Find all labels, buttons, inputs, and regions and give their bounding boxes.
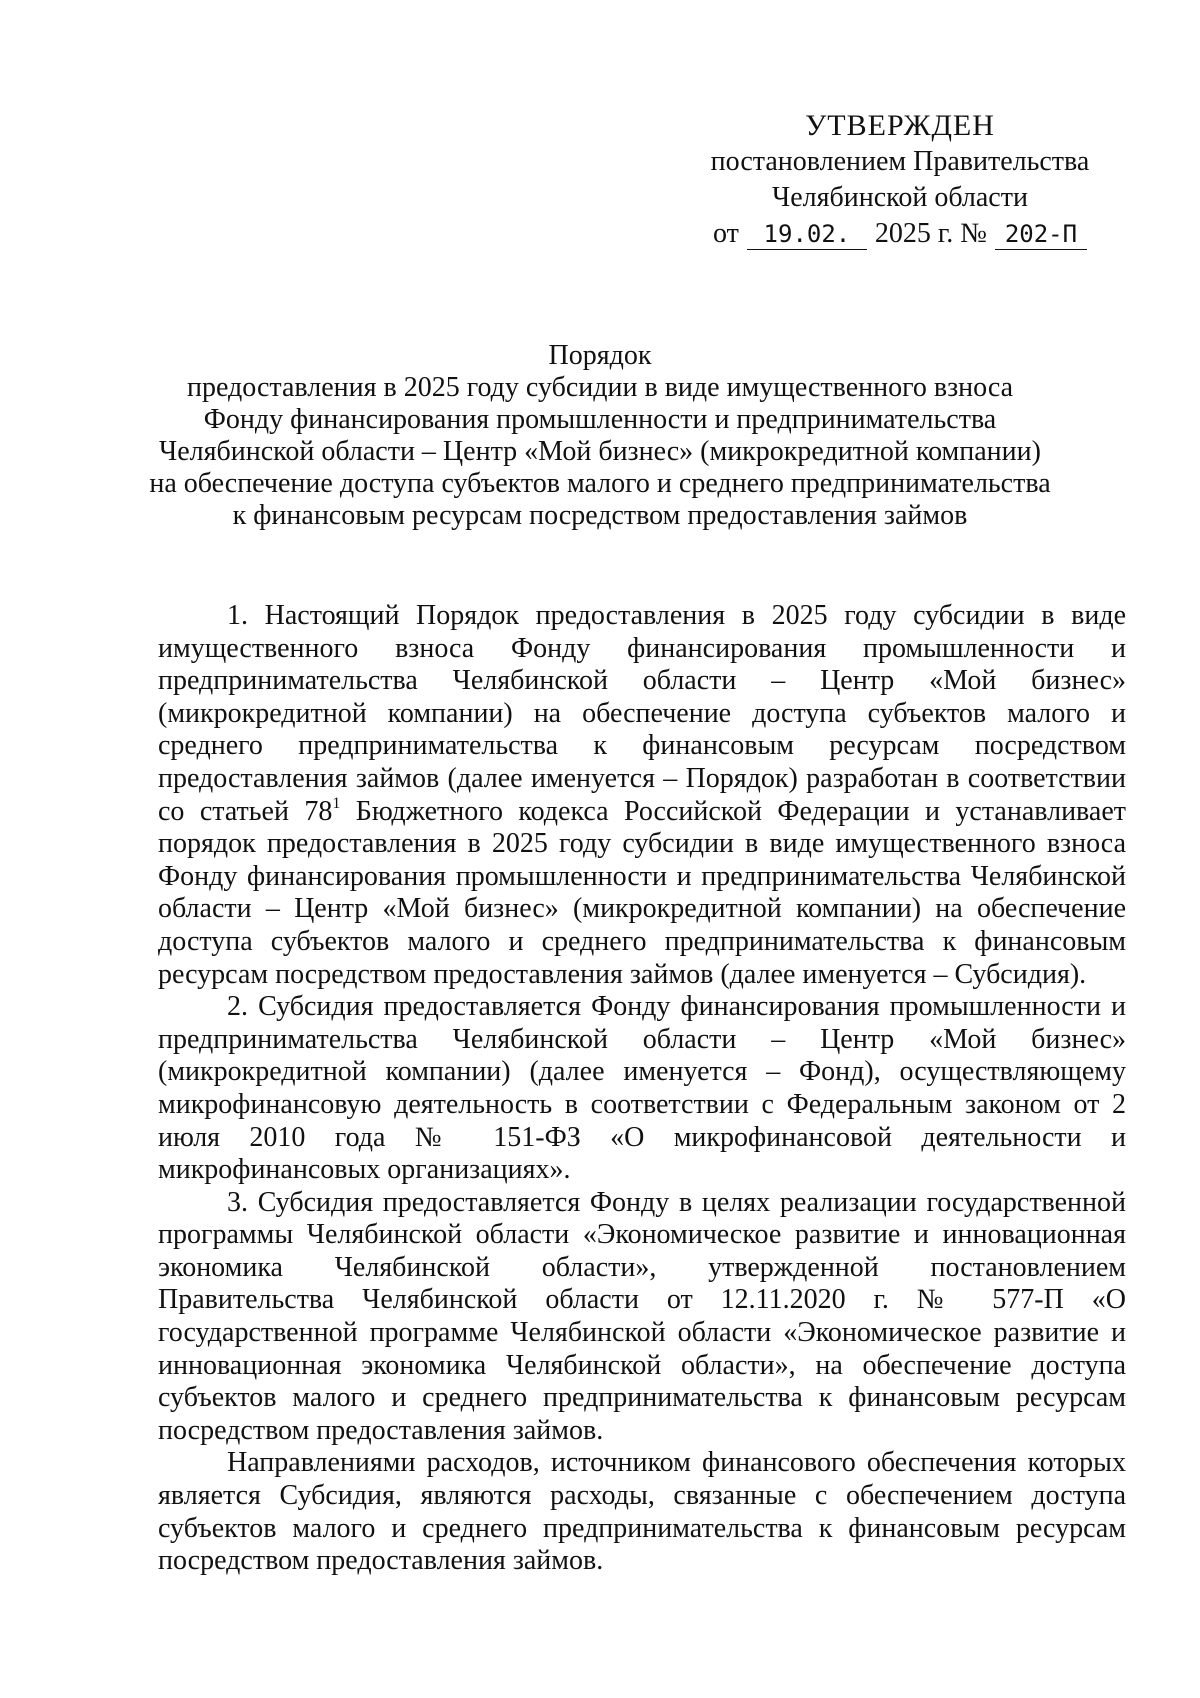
approval-line-2: Челябинской области (772, 182, 1028, 213)
paragraph-1-part-a: 1. Настоящий Порядок предоставления в 2025 году субсидии в виде имущественного взноса Фонду финансирования промышленности и предпринимательства Челябинской области – Центр «Мой бизнес» (микрокредитной компании) на обеспечение доступа субъектов малого и среднего предпринимательства к финансовым ресурсам посредством предоставления займов (далее именуется – Порядок) разработан в соответствии со статьей 78 (158, 600, 1126, 827)
date-prefix: от (713, 218, 739, 249)
document-body (158, 600, 1126, 1578)
paragraph-1-part-b: Бюджетного кодекса Российской Федерации и устанавливает порядок предоставления в 2025 году субсидии в виде имущественного взноса Фонду финансирования промышленности и предпринимательства Челябинской области – Центр «Мой бизнес» (микрокредитной компании) на обеспечение доступа субъектов малого и среднего предпринимательства к финансовым ресурсам посредством предоставления займов (далее именуется – Субсидия). (158, 795, 1126, 990)
date-value: 19.02. (747, 219, 867, 250)
approval-line-1: постановлением Правительства (710, 146, 1090, 177)
heading-line-4: на обеспечение доступа субъектов малого и среднего предпринимательства (149, 468, 1051, 499)
heading-line-5: к финансовым ресурсам посредством предоставления займов (232, 500, 968, 531)
approval-stamp (660, 108, 1140, 252)
heading-line-3: Челябинской области – Центр «Мой бизнес» (микрокредитной компании) (159, 436, 1041, 467)
document-heading (100, 340, 1100, 532)
approval-date-line (713, 216, 1087, 252)
heading-title: Порядок (548, 340, 652, 371)
paragraph-3: 3. Субсидия предоставляется Фонду в целях реализации государственной программы Челябинской области «Экономическое развитие и инновационная экономика Челябинской области», утвержденной постановлением Правительства Челябинской области от 12.11.2020 г. № 577-П «О государственной программе Челябинской области «Экономическое развитие и инновационная экономика Челябинской области», на обеспечение доступа субъектов малого и среднего предпринимательства к финансовым ресурсам посредством предоставления займов. (158, 1186, 1126, 1446)
approval-title: УТВЕРЖДЕН (805, 109, 995, 142)
paragraph-1 (158, 600, 1126, 991)
paragraph-2: 2. Субсидия предоставляется Фонду финансирования промышленности и предпринимательства Челябинской области – Центр «Мой бизнес» (микрокредитной компании) (далее именуется – Фонд), осуществляющему микрофинансовую деятельность в соответствии с Федеральным законом от 2 июля 2010 года № 151-ФЗ «О микрофинансовой деятельности и микрофинансовых организациях». (158, 991, 1126, 1186)
heading-line-2: Фонду финансирования промышленности и предпринимательства (203, 404, 997, 435)
year-text: 2025 г. № (874, 218, 987, 249)
article-superscript: 1 (332, 794, 341, 812)
heading-line-1: предоставления в 2025 году субсидии в виде имущественного взноса (186, 372, 1014, 403)
paragraph-4: Направлениями расходов, источником финансового обеспечения которых является Субсидия, являются расходы, связанные с обеспечением доступа субъектов малого и среднего предпринимательства к финансовым ресурсам посредством предоставления займов. (158, 1447, 1126, 1577)
resolution-number: 202-П (995, 219, 1087, 250)
